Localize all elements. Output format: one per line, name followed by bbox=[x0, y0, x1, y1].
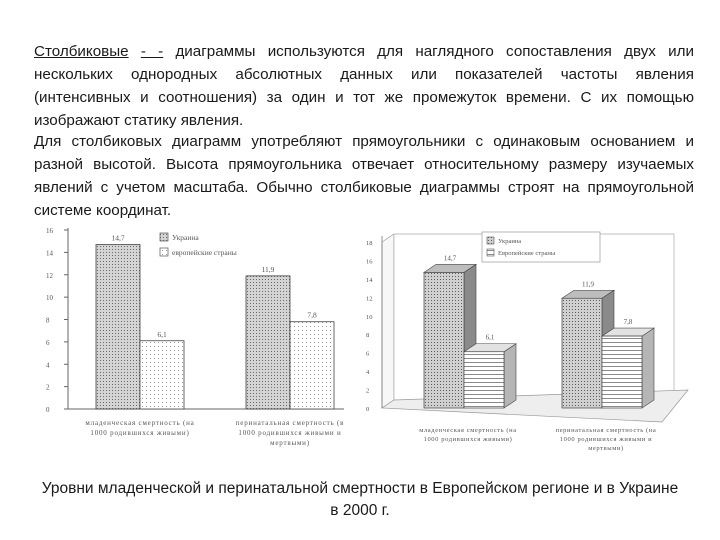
chart2-side-wall bbox=[382, 234, 394, 408]
bar-chart-2d bbox=[34, 222, 354, 457]
paragraph-rectangles: Для столбиковых диаграмм употребляют прямоугольники с одинаковым основанием и разной высотой. Высота прямоугольника отвечает относительному размеру изучаемых явлений с учетом масштаба. Обычно столбиковые диаграммы строят на прямоугольной системе координат. bbox=[34, 133, 694, 219]
chart2-legend-swatch bbox=[487, 249, 494, 256]
chart2-legend-box bbox=[482, 232, 600, 262]
figure-caption: Уровни младенческой и перинатальной смертности в Европейском регионе и в Украине в 2000 г. bbox=[41, 480, 679, 519]
chart1-bars bbox=[96, 234, 334, 409]
chart2-bar bbox=[602, 336, 642, 408]
chart1-data-label: 11,9 bbox=[261, 264, 275, 274]
chart2-y-tick-label: 2 bbox=[366, 387, 370, 395]
term-bar-charts: Столбиковые bbox=[34, 43, 129, 60]
chart2-bar bbox=[424, 272, 464, 408]
chart1-bar bbox=[140, 341, 184, 409]
chart2-y-tick-label: 12 bbox=[366, 295, 373, 303]
chart1-category-label: мертвыми) bbox=[270, 439, 310, 447]
chart2-y-tick-label: 8 bbox=[366, 332, 370, 340]
chart2-legend-label: Украина bbox=[498, 238, 522, 245]
chart1-category-label: 1000 родившихся живыми и bbox=[238, 429, 342, 437]
chart2-data-label: 6,1 bbox=[485, 333, 495, 342]
chart2-category-label: младенческая смертность (на bbox=[419, 427, 517, 434]
chart2-category-label: мертвыми) bbox=[588, 445, 624, 452]
chart2-category-label: перинатальная смертность (на bbox=[555, 427, 657, 434]
chart2-data-label: 7,8 bbox=[623, 318, 633, 327]
chart1-data-label: 6,1 bbox=[157, 329, 167, 339]
chart2-bar bbox=[464, 352, 504, 408]
chart2-y-tick-label: 10 bbox=[366, 313, 373, 321]
chart2-y-tick-label: 4 bbox=[366, 369, 370, 377]
chart1-y-tick-label: 12 bbox=[46, 271, 53, 280]
chart1-legend-swatch bbox=[160, 233, 168, 241]
chart2-data-label: 11,9 bbox=[582, 280, 594, 289]
chart1-legend-swatch bbox=[160, 248, 168, 256]
chart1-category-label: младенческая смертность (на bbox=[85, 419, 195, 427]
chart1-category-label: перинатальная смертность (в bbox=[235, 419, 345, 427]
chart1-category-labels bbox=[85, 419, 344, 447]
chart1-y-tick-label: 4 bbox=[46, 361, 50, 370]
chart2-bar-side bbox=[504, 344, 516, 408]
chart2-legend-swatch bbox=[487, 237, 494, 244]
chart2-y-tick-label: 18 bbox=[366, 240, 373, 247]
chart2-bar bbox=[562, 298, 602, 408]
chart1-legend-label: Украина bbox=[172, 233, 199, 242]
chart2-category-labels bbox=[419, 427, 656, 452]
chart1-y-tick-label: 14 bbox=[46, 249, 53, 258]
chart2-y-tick-label: 6 bbox=[366, 350, 370, 358]
paragraph-intro bbox=[34, 40, 694, 132]
chart1-bar bbox=[246, 276, 290, 409]
chart1-category-label: 1000 родившихся живыми) bbox=[90, 429, 190, 437]
underline-dash: - - bbox=[140, 43, 164, 60]
chart2-category-label: 1000 родившихся живыми) bbox=[423, 436, 513, 443]
chart2-y-tick-label: 0 bbox=[366, 406, 370, 413]
chart1-y-tick-label: 6 bbox=[46, 338, 50, 347]
chart1-y-tick-label: 10 bbox=[46, 294, 53, 303]
chart1-data-label: 7,8 bbox=[307, 310, 317, 320]
chart2-category-label: 1000 родившихся живыми и bbox=[559, 436, 653, 443]
chart1-y-tick-label: 0 bbox=[46, 406, 50, 414]
chart1-y-tick-label: 2 bbox=[46, 383, 50, 392]
chart1-legend bbox=[160, 233, 237, 257]
chart1-bar bbox=[290, 322, 334, 409]
chart2-legend-label: Европейские страны bbox=[498, 250, 556, 257]
chart2-axes bbox=[366, 236, 382, 413]
chart2-data-label: 14,7 bbox=[443, 254, 457, 263]
chart2-y-tick-label: 16 bbox=[366, 258, 373, 266]
chart2-legend bbox=[482, 232, 600, 262]
chart1-y-tick-label: 8 bbox=[46, 316, 50, 325]
bar-chart-3d bbox=[362, 222, 692, 457]
paragraph-intro-text: диаграммы используются для наглядного сопоставления двух или нескольких однородных абсолютных данных или показателей частоты явления (интенсивных и соотношения) за один и тот же промежуток времени. С их помощью изображают статику явления. bbox=[34, 43, 694, 129]
chart1-y-tick-label: 16 bbox=[46, 227, 53, 235]
chart1-data-label: 14,7 bbox=[111, 233, 125, 243]
chart2-bar-side bbox=[642, 328, 654, 408]
chart1-legend-label: европейские страны bbox=[172, 248, 237, 257]
chart1-bar bbox=[96, 245, 140, 409]
chart2-y-tick-label: 14 bbox=[366, 276, 373, 284]
